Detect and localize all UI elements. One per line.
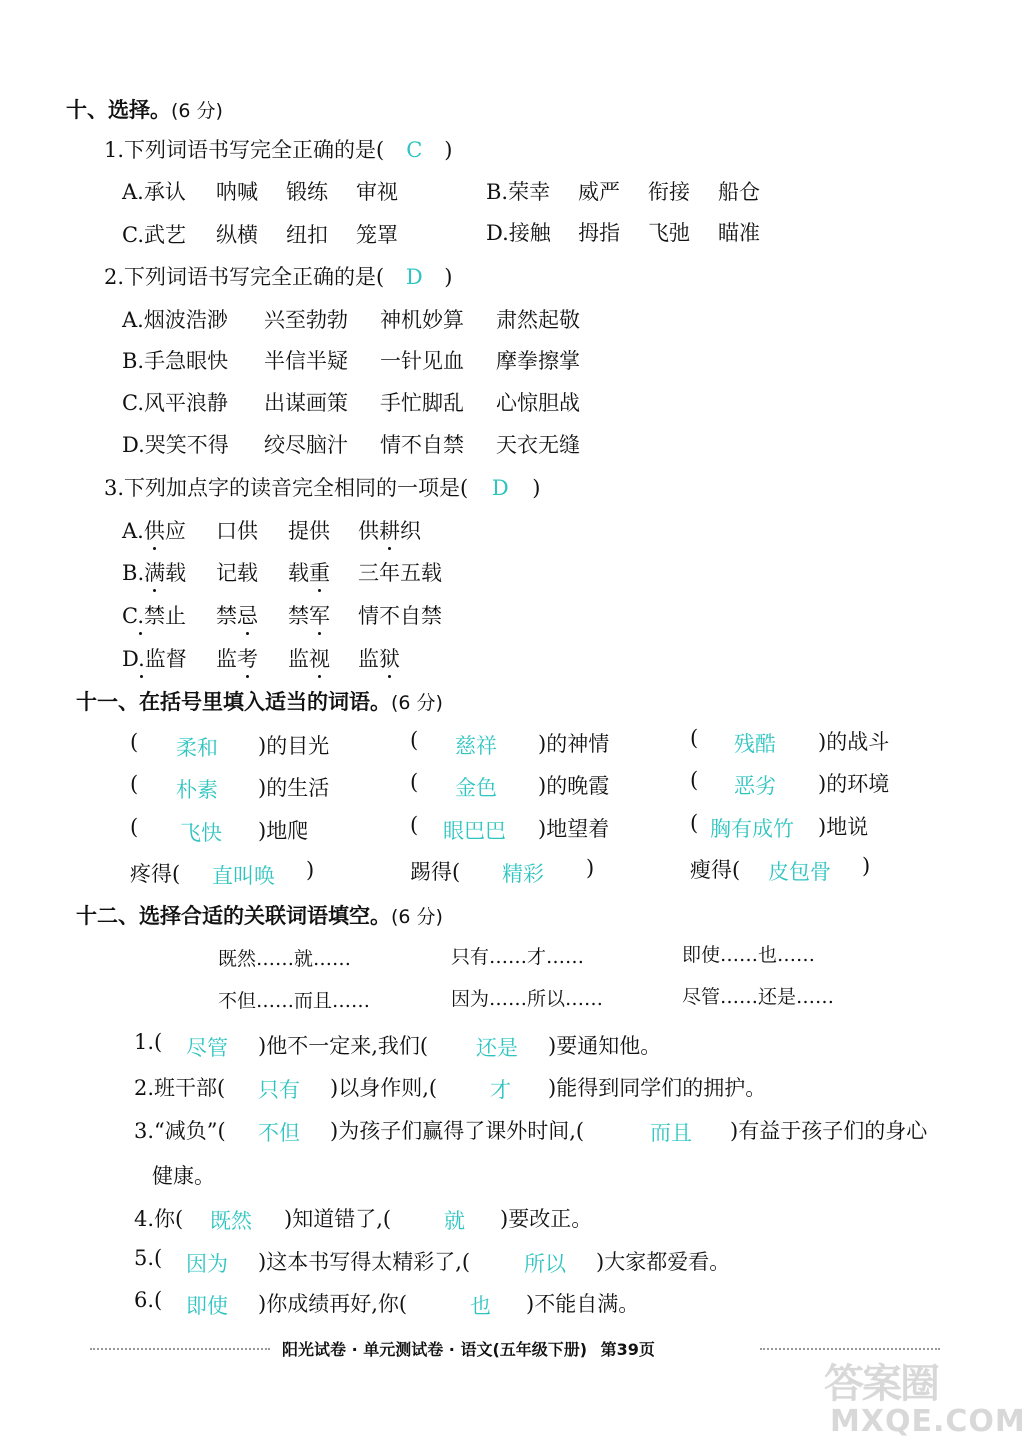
phrase: )地望着	[538, 817, 610, 841]
emphasis-dot-char: 视	[309, 647, 330, 671]
filled-answer: 精彩	[502, 862, 544, 886]
paren: (	[690, 811, 699, 835]
phrase: )的神情	[538, 732, 610, 756]
paren: (	[410, 728, 419, 752]
text: )不能自满。	[526, 1292, 640, 1316]
paren: (	[690, 726, 699, 750]
footer-divider-right	[760, 1348, 940, 1350]
word: 绞尽脑汁	[264, 433, 348, 457]
word: 瞄准	[718, 221, 760, 245]
filled-answer: 就	[444, 1209, 465, 1233]
word: A.承认	[122, 180, 186, 204]
filled-answer: 直叫唤	[212, 864, 275, 888]
word: C.禁止	[122, 604, 187, 628]
word: 神机妙算	[380, 308, 464, 332]
filled-answer: 所以	[524, 1252, 566, 1276]
word: 供耕织	[358, 519, 421, 543]
text: )要改正。	[500, 1207, 593, 1231]
word: 锻练	[286, 180, 328, 204]
page-number: 第39页	[600, 1340, 655, 1359]
section-points: (6 分)	[171, 100, 223, 122]
footer-divider-left	[90, 1348, 270, 1350]
emphasis-dot-char: 满	[144, 561, 166, 585]
word: 肃然起敬	[496, 308, 580, 332]
phrase: )的目光	[258, 734, 330, 758]
filled-answer: 而且	[650, 1121, 692, 1145]
word: B.荣幸	[486, 180, 551, 204]
word: 出谋画策	[264, 391, 348, 415]
text: )你成绩再好,你(	[258, 1292, 408, 1316]
word: 审视	[356, 180, 398, 204]
section-points: (6 分)	[391, 906, 443, 928]
word: 笼罩	[356, 223, 398, 247]
word: 天衣无缝	[496, 433, 580, 457]
emphasis-dot-char: .	[138, 647, 145, 671]
word: 摩拳擦掌	[496, 349, 580, 373]
stem-text: 3.下列加点字的读音完全相同的一项是(	[104, 476, 469, 500]
phrase: )地爬	[258, 819, 309, 843]
word: 记载	[216, 561, 258, 585]
filled-answer: 柔和	[176, 736, 218, 760]
word: 禁军	[288, 604, 330, 628]
phrase: 踢得(	[410, 860, 461, 884]
filled-answer: 即使	[186, 1294, 228, 1318]
emphasis-dot-char: 耕	[379, 519, 400, 543]
option: 因为……所以……	[451, 988, 604, 1010]
word: 半信半疑	[264, 349, 348, 373]
emphasis-dot-char: 军	[309, 604, 330, 628]
word: B.满载	[122, 561, 187, 585]
filled-answer: 胸有成竹	[710, 817, 794, 841]
stem-text: 2.下列词语书写完全正确的是(	[104, 265, 385, 289]
filled-answer: 还是	[476, 1036, 518, 1060]
text: )为孩子们赢得了课外时间,(	[330, 1119, 585, 1143]
emphasis-dot-char: 重	[309, 561, 330, 585]
question-1-stem	[104, 134, 452, 164]
section-title-text: 十一、在括号里填入适当的词语。	[76, 690, 391, 714]
filled-answer: 慈祥	[455, 734, 497, 758]
word: A.供应	[122, 519, 186, 543]
word: 禁忌	[216, 604, 258, 628]
emphasis-dot-char: .	[137, 604, 145, 628]
question-3-stem	[104, 472, 540, 502]
text: )能得到同学们的拥护。	[548, 1076, 767, 1100]
text: 1.(	[134, 1030, 163, 1054]
word: 衔接	[648, 180, 690, 204]
footer	[282, 1337, 655, 1360]
word: 呐喊	[216, 180, 258, 204]
phrase: )地说	[818, 815, 869, 839]
paren: (	[130, 730, 139, 754]
question-2-stem	[104, 261, 452, 291]
word: B.手急眼快	[122, 349, 229, 373]
stem-close: )	[444, 265, 453, 289]
option: 尽管……还是……	[682, 986, 835, 1008]
word: 提供	[288, 519, 330, 543]
word: 飞弛	[648, 221, 690, 245]
answer-choice: D	[491, 476, 509, 500]
filled-answer: 才	[490, 1078, 511, 1102]
paren: (	[410, 770, 419, 794]
emphasis-dot-char: 忌	[237, 604, 258, 628]
emphasis-dot-char: 供	[143, 519, 165, 543]
section-12-title	[76, 900, 443, 930]
paren: (	[130, 815, 139, 839]
watermark-logo: 答案圈	[824, 1361, 938, 1407]
word: C.风平浪静	[122, 391, 228, 415]
word: 船仓	[718, 180, 760, 204]
text: )有益于孩子们的身心	[730, 1119, 928, 1143]
word: 三年五载	[358, 561, 442, 585]
paren: )	[862, 854, 871, 878]
word: 手忙脚乱	[380, 391, 464, 415]
filled-answer: 也	[470, 1294, 491, 1318]
filled-answer: 恶劣	[734, 774, 776, 798]
word: 监考	[216, 647, 258, 671]
emphasis-dot-char: 狱	[379, 647, 400, 671]
filled-answer: 残酷	[734, 732, 776, 756]
phrase: )的战斗	[818, 730, 890, 754]
word: 载重	[288, 561, 330, 585]
filled-answer: 飞快	[180, 821, 222, 845]
option: 既然……就……	[218, 948, 352, 970]
word: 情不自禁	[358, 604, 442, 628]
footer-title: 阳光试卷 · 单元测试卷 · 语文(五年级下册)	[282, 1340, 588, 1359]
filled-answer: 朴素	[176, 778, 218, 802]
watermark-url: MXQE.COM	[830, 1404, 1026, 1439]
paren: (	[130, 772, 139, 796]
text: 3.“减负”(	[134, 1119, 226, 1143]
filled-answer: 皮包骨	[768, 860, 831, 884]
option: 不但……而且……	[218, 990, 371, 1012]
word: 心惊胆战	[496, 391, 580, 415]
filled-answer: 因为	[186, 1252, 228, 1276]
filled-answer: 尽管	[186, 1036, 228, 1060]
paren: (	[690, 768, 699, 792]
section-title-text: 十、选择。	[66, 98, 171, 122]
option: 只有……才……	[451, 946, 585, 968]
emphasis-dot-char: 考	[237, 647, 258, 671]
section-points: (6 分)	[391, 692, 443, 714]
filled-answer: 既然	[210, 1209, 252, 1233]
word: D.接触	[486, 221, 551, 245]
paren: )	[586, 856, 595, 880]
text: )知道错了,(	[284, 1207, 392, 1231]
option: 即使……也……	[682, 944, 816, 966]
word: 兴至勃勃	[264, 308, 348, 332]
text: )以身作则,(	[330, 1076, 438, 1100]
word: 拇指	[578, 221, 620, 245]
word: 口供	[216, 519, 258, 543]
phrase: 疼得(	[130, 862, 181, 886]
paren: (	[410, 813, 419, 837]
word: 监狱	[358, 647, 400, 671]
text: )大家都爱看。	[596, 1250, 731, 1274]
text: 2.班干部(	[134, 1076, 226, 1100]
text: 5.(	[134, 1246, 163, 1270]
filled-answer: 金色	[455, 776, 497, 800]
text: 健康。	[152, 1164, 215, 1188]
answer-choice: C	[406, 138, 423, 162]
stem-close: )	[532, 476, 541, 500]
text: 6.(	[134, 1288, 163, 1312]
word: D.哭笑不得	[122, 433, 229, 457]
text: )这本书写得太精彩了,(	[258, 1250, 471, 1274]
word: 情不自禁	[380, 433, 464, 457]
filled-answer: 不但	[258, 1121, 300, 1145]
word: 一针见血	[380, 349, 464, 373]
filled-answer: 只有	[258, 1078, 300, 1102]
word: 威严	[578, 180, 620, 204]
word: 纵横	[216, 223, 258, 247]
section-11-title	[76, 686, 443, 716]
word: C.武艺	[122, 223, 186, 247]
phrase: )的生活	[258, 776, 330, 800]
word: A.烟波浩渺	[122, 308, 228, 332]
phrase: )的晚霞	[538, 774, 610, 798]
paren: )	[306, 858, 315, 882]
word: 监视	[288, 647, 330, 671]
section-10-title	[66, 94, 223, 124]
phrase: )的环境	[818, 772, 890, 796]
stem-text: 1.下列词语书写完全正确的是(	[104, 138, 385, 162]
text: 4.你(	[134, 1207, 184, 1231]
phrase: 瘦得(	[690, 858, 741, 882]
text: )要通知他。	[548, 1034, 662, 1058]
word: 纽扣	[286, 223, 328, 247]
section-title-text: 十二、选择合适的关联词语填空。	[76, 904, 391, 928]
answer-choice: D	[405, 265, 423, 289]
word: D.监督	[122, 647, 187, 671]
filled-answer: 眼巴巴	[443, 819, 506, 843]
stem-close: )	[444, 138, 453, 162]
text: )他不一定来,我们(	[258, 1034, 429, 1058]
